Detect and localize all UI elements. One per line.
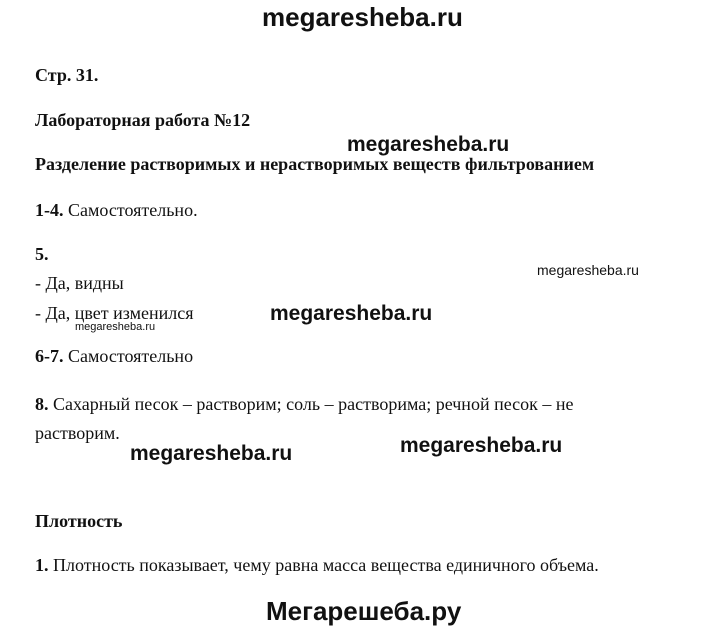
answer-text: Самостоятельно <box>63 346 194 366</box>
answer-8-line-2: растворим. <box>35 423 120 443</box>
answer-text: Самостоятельно. <box>63 200 198 220</box>
watermark-mid-right: megaresheba.ru <box>347 133 510 156</box>
watermark-lower-left: megaresheba.ru <box>130 442 293 465</box>
watermark-small-right: megaresheba.ru <box>537 262 639 278</box>
page-reference: Стр. 31. <box>35 65 99 85</box>
answer-5-line-1: - Да, видны <box>35 273 124 293</box>
answer-number: 1-4. <box>35 200 64 220</box>
lab-title: Лабораторная работа №12 <box>35 110 251 130</box>
answer-text: Сахарный песок – растворим; соль – растворима; речной песок – не <box>48 394 574 414</box>
watermark-top: megaresheba.ru <box>262 2 463 32</box>
density-answer-1 <box>35 555 599 576</box>
answer-5-line-2: - Да, цвет изменился <box>35 303 194 323</box>
answer-8-line-1 <box>35 394 574 415</box>
answer-1-4 <box>35 200 198 221</box>
answer-number: 8. <box>35 394 49 414</box>
lab-subtitle: Разделение растворимых и нерастворимых веществ фильтрованием <box>35 154 595 174</box>
watermark-tiny-left: megaresheba.ru <box>75 321 156 333</box>
watermark-lower-right: megaresheba.ru <box>400 434 563 457</box>
density-heading: Плотность <box>35 511 123 531</box>
answer-number: 1. <box>35 555 49 575</box>
answer-number: 6-7. <box>35 346 64 366</box>
answer-5-number: 5. <box>35 244 49 264</box>
watermark-center: megaresheba.ru <box>270 302 433 325</box>
answer-6-7 <box>35 346 193 367</box>
answer-text: Плотность показывает, чему равна масса вещества единичного объема. <box>48 555 599 575</box>
watermark-bottom: Мегарешеба.ру <box>266 596 462 626</box>
